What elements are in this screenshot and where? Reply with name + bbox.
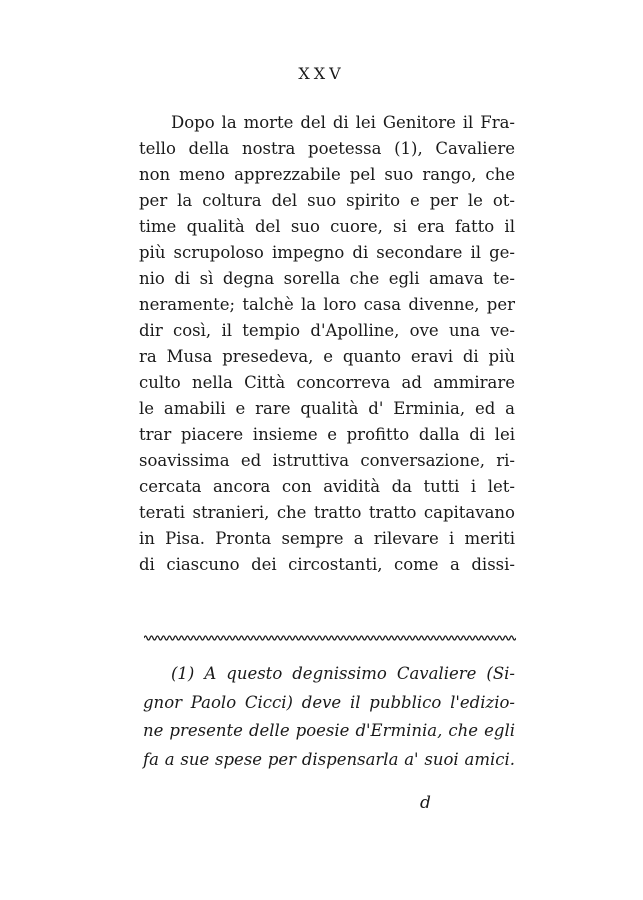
main-paragraph [139, 110, 515, 578]
paragraph-line: non meno apprezzabile pel suo rango, che [139, 165, 515, 184]
paragraph-line: ra Musa presedeva, e quanto eravi di più [139, 347, 515, 366]
paragraph-line: per la coltura del suo spirito e per le ot- [139, 191, 515, 210]
paragraph-line: tello della nostra poetessa (1), Cavaliere [139, 139, 515, 158]
paragraph-line: in Pisa. Pronta sempre a rilevare i meriti [139, 529, 515, 548]
paragraph-line: soavissima ed istruttiva conversazione, ri- [139, 451, 515, 470]
decorative-wave-rule [144, 633, 516, 643]
page-number-header: XXV [298, 64, 345, 83]
signature-mark: d [420, 793, 431, 813]
paragraph-line: neramente; talchè la loro casa divenne, per [139, 295, 515, 314]
paragraph-line: di ciascuno dei circostanti, come a dissi- [139, 555, 515, 574]
footnote [143, 660, 515, 774]
footnote-line: ne presente delle poesie d'Erminia, che egli [143, 721, 515, 740]
footnote-line: gnor Paolo Cicci) deve il pubblico l'edizio- [143, 692, 515, 712]
paragraph-line: Dopo la morte del di lei Genitore il Fra- [171, 113, 515, 132]
footnote-line: (1) A questo degnissimo Cavaliere (Si- [171, 664, 515, 683]
paragraph-line: culto nella Città concorreva ad ammirare [139, 373, 515, 392]
paragraph-line: trar piacere insieme e profitto dalla di lei [139, 425, 515, 444]
paragraph-line: le amabili e rare qualità d' Erminia, ed a [139, 399, 515, 418]
paragraph-line: dir così, il tempio d'Apolline, ove una ve- [139, 321, 515, 340]
paragraph-line: nio di sì degna sorella che egli amava te- [139, 269, 515, 288]
footnote-line: fa a sue spese per dispensarla a' suoi amici. [143, 749, 515, 769]
paragraph-line: time qualità del suo cuore, si era fatto il [139, 217, 515, 236]
paragraph-line: terati stranieri, che tratto tratto capitavano [139, 503, 515, 522]
paragraph-line: cercata ancora con avidità da tutti i let- [139, 477, 515, 496]
paragraph-line: più scrupoloso impegno di secondare il ge- [139, 243, 515, 262]
